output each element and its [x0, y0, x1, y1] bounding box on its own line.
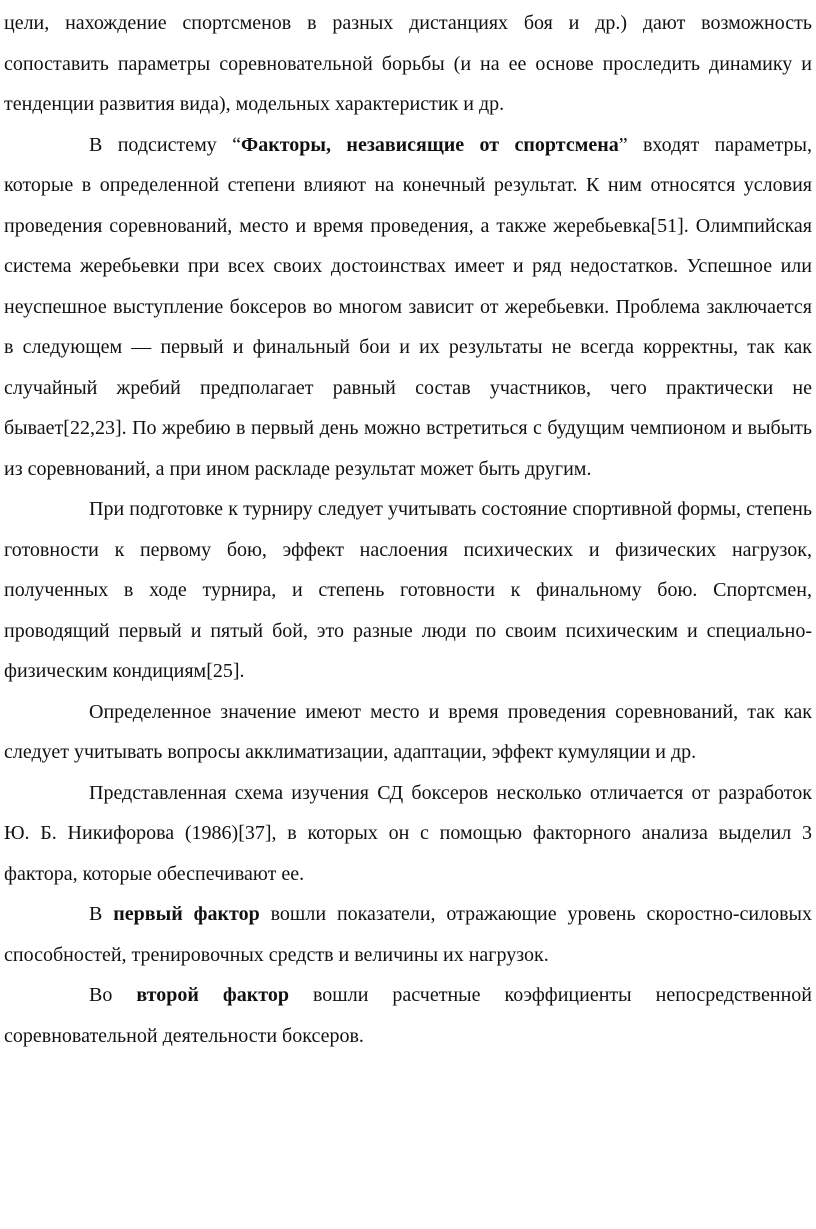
paragraph-text: вошли показатели, отражающие уровень скоростно-силовых способностей, тренировочных средств и величины их нагрузок. — [4, 903, 812, 966]
paragraph-text: цели, нахождение спортсменов в разных дистанциях боя и др.) дают возможность сопоставить параметры соревновательной борьбы (и на ее основе проследить динамику и тенденции развития вида), модельных характеристик и др. — [4, 12, 812, 115]
paragraph-text: вошли расчетные коэффициенты непосредственной соревновательной деятельности боксеров. — [4, 984, 812, 1047]
paragraph-first-factor — [4, 894, 812, 975]
paragraph-text: В — [89, 903, 114, 925]
paragraph-scheme-comparison — [4, 773, 812, 895]
paragraph-text: При подготовке к турниру следует учитывать состояние спортивной формы, степень готовности к первому бою, эффект наслоения психических и физических нагрузок, полученных в ходе турнира, и степень готовности к финальному бою. Спортсмен, проводящий первый и пятый бой, это разные люди по своим психическим и специально-физическим кондициям[25]. — [4, 498, 812, 682]
paragraph-text: В подсистему “ — [89, 133, 242, 156]
paragraph-second-factor — [4, 975, 812, 1056]
paragraph-text: Представленная схема изучения СД боксеров несколько отличается от разработок Ю. Б. Никифорова (1986)[37], в которых он с помощью факторного анализа выделил 3 фактора, которые обеспечивают ее. — [4, 781, 812, 885]
paragraph-tournament-preparation — [4, 489, 812, 692]
paragraph-text: Определенное значение имеют место и время проведения соревнований, так как следует учитывать вопросы акклиматизации, адаптации, эффект кумуляции и др. — [4, 700, 812, 763]
bold-term: первый фактор — [113, 903, 260, 925]
bold-term: второй фактор — [136, 984, 289, 1006]
paragraph-continuation — [4, 3, 812, 125]
bold-term: Факторы, независящие от спортсмена — [241, 133, 619, 156]
paragraph-text: Во — [89, 984, 137, 1006]
paragraph-text: ” входят параметры, которые в определенной степени влияют на конечный результат. К ним относятся условия проведения соревнований, место и время проведения, а также жеребьевка[51]. Олимпийская система жеребьевки при всех своих достоинствах имеет и ряд недостатков. Успешное или неуспешное выступление боксеров во многом зависит от жеребьевки. Проблема заключается в следующем — первый и финальный бои и их результаты не всегда корректны, так как случайный жребий предполагает равный состав участников, чего практически не бывает[22,23]. По жребию в первый день можно встретиться с будущим чемпионом и выбыть из соревнований, а при ином раскладе результат может быть другим. — [4, 133, 812, 480]
paragraph-independent-factors — [4, 125, 812, 490]
paragraph-place-and-time — [4, 692, 812, 773]
